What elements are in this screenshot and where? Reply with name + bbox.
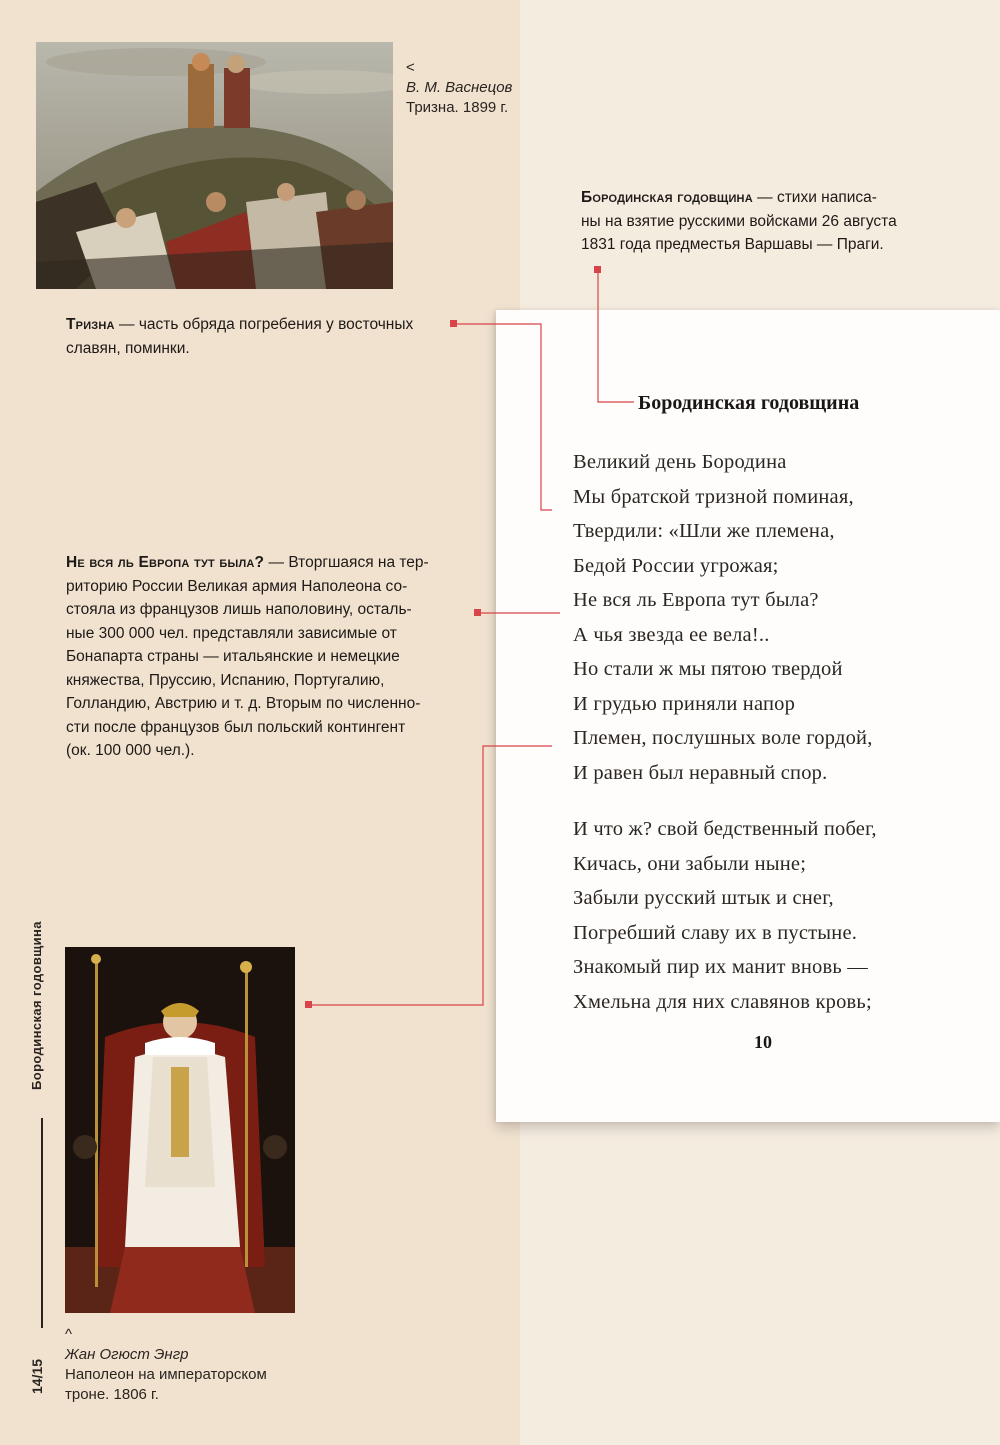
verse-line: Кичась, они забыли ныне; <box>573 853 807 875</box>
verse-line: А чья звезда ее вела!.. <box>573 624 770 646</box>
ingres-napoleon-painting <box>65 947 295 1313</box>
verse-line: Хмельна для них славянов кровь; <box>573 991 872 1013</box>
caption-up-arrow-icon: ^ <box>65 1326 73 1343</box>
note-trizna: Тризна — часть обряда погребения у восточных славян, поминки. <box>66 316 414 357</box>
verse-line: Мы братской тризной поминая, <box>573 486 854 508</box>
verse-line: И что ж? свой бедственный побег, <box>573 818 877 840</box>
verse-line: Знакомый пир их манит вновь — <box>573 956 868 978</box>
note-borodino: Бородинская годовщина — стихи написа- ны на взятие русскими войсками 26 августа 1831 года предместья Варшавы — Праги. <box>581 189 897 253</box>
caption-author: В. М. Васнецов <box>406 79 513 96</box>
vasnetsov-caption <box>406 58 512 118</box>
caption-author: Жан Огюст Энгр <box>65 1346 189 1363</box>
verse-line: Бедой России угрожая; <box>573 555 779 577</box>
verse-line: Но стали ж мы пятою твердой <box>573 658 843 680</box>
verse-line: Забыли русский штык и снег, <box>573 887 834 909</box>
poem-page-number: 10 <box>754 1032 772 1052</box>
note-term: Не вся ль Европа тут была? <box>66 554 265 571</box>
verse-line: Не вся ль Европа тут была? <box>573 589 819 611</box>
verse-line: Твердили: «Шли же племена, <box>573 520 835 542</box>
poem-title: Бородинская годовщина <box>638 392 860 414</box>
caption-left-arrow-icon: < <box>406 59 415 76</box>
caption-title: Тризна. 1899 г. <box>406 99 509 116</box>
verse-line: И грудью приняли напор <box>573 693 796 715</box>
verse-line: И равен был неравный спор. <box>573 762 828 784</box>
note-term: Тризна <box>66 316 115 333</box>
ingres-caption <box>65 1325 267 1405</box>
page-numbers: 14/15 <box>29 1358 45 1394</box>
verse-line: Великий день Бородина <box>573 451 787 473</box>
caption-title-line: троне. 1806 г. <box>65 1386 159 1403</box>
caption-title-line: Наполеон на императорском <box>65 1366 267 1383</box>
running-title-rule <box>41 1118 43 1328</box>
verse-line: Погребший славу их в пустыне. <box>573 922 858 944</box>
note-europe: Не вся ль Европа тут была? — Вторгшаяся на тер- риторию России Великая армия Наполеона со- стояла из французов лишь наполовину, осталь- ные 300 000 чел. представляли зависимые от Бонапарта страны — итальянские и немецкие княжества, Пруссию, Испанию, Португалию, Голландию, Австрию и т. д. Вторым по численно- сти после французов был польский контингент (ок. 100 000 чел.). <box>66 554 429 759</box>
verse-line: Племен, послушных воле гордой, <box>573 727 873 749</box>
vasnetsov-trizna-painting <box>36 42 393 289</box>
running-section-title: Бородинская годовщина <box>29 921 44 1090</box>
note-term: Бородинская годовщина <box>581 189 753 206</box>
